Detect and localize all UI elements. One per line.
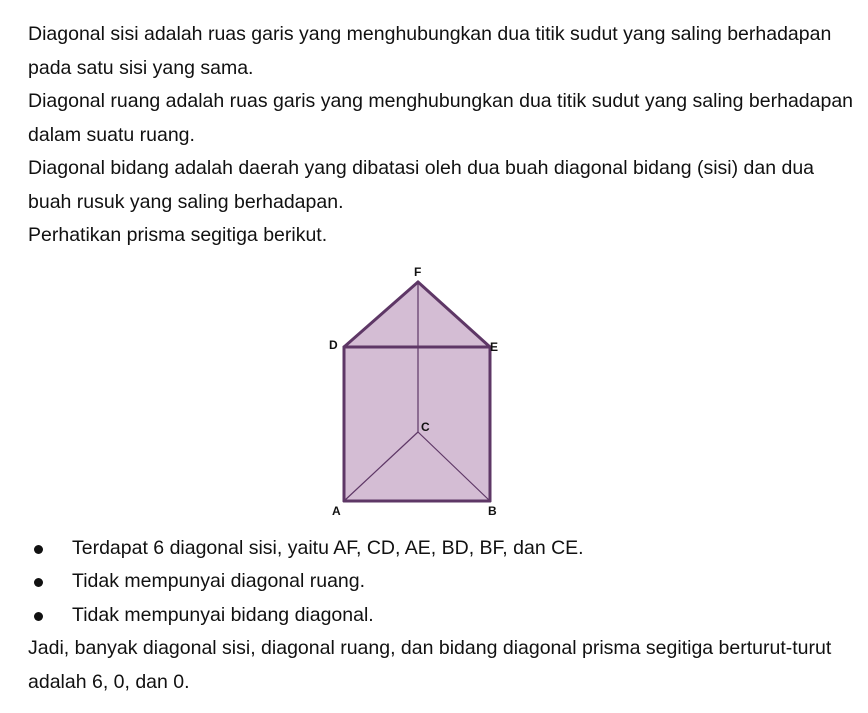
fact-text: Tidak mempunyai diagonal ruang.: [72, 570, 366, 592]
definition-diagonal-ruang: Diagonal ruang adalah ruas garis yang menghubungkan dua titik sudut yang saling berhadapan dalam suatu ruang.: [28, 90, 854, 146]
vertex-label-E: E: [490, 339, 499, 354]
fact-text: Tidak mempunyai bidang diagonal.: [72, 603, 374, 626]
bullet-icon: [34, 578, 43, 587]
vertex-label-C: C: [421, 419, 430, 434]
prism-top-triangle: [344, 282, 490, 347]
document-body: [28, 18, 858, 699]
triangular-prism-diagram: [28, 257, 858, 532]
conclusion-text: Jadi, banyak diagonal sisi, diagonal ruang, dan bidang diagonal prisma segitiga berturut-turut adalah 6, 0, dan 0.: [28, 637, 832, 693]
vertex-label-B: B: [488, 503, 497, 518]
list-item: [28, 565, 858, 599]
triangular-prism-figure: [28, 257, 858, 532]
prism-front-face: [344, 347, 490, 501]
list-item: [28, 599, 858, 633]
bullet-icon: [34, 545, 43, 554]
vertex-label-F: F: [414, 264, 422, 279]
definition-bidang-diagonal: Diagonal bidang adalah daerah yang dibatasi oleh dua buah diagonal bidang (sisi) dan dua buah rusuk yang saling berhadapan.: [28, 157, 815, 213]
bullet-icon: [34, 612, 43, 621]
figure-intro-text: Perhatikan prisma segitiga berikut.: [28, 224, 328, 246]
list-item: [28, 532, 858, 566]
vertex-label-D: D: [329, 337, 338, 352]
fact-text: Terdapat 6 diagonal sisi, yaitu AF, CD, AE, BD, BF, dan CE.: [72, 536, 584, 559]
vertex-label-A: A: [332, 503, 341, 518]
definition-diagonal-sisi: Diagonal sisi adalah ruas garis yang menghubungkan dua titik sudut yang saling berhadapan pada satu sisi yang sama.: [28, 23, 832, 79]
facts-list: [28, 532, 858, 633]
